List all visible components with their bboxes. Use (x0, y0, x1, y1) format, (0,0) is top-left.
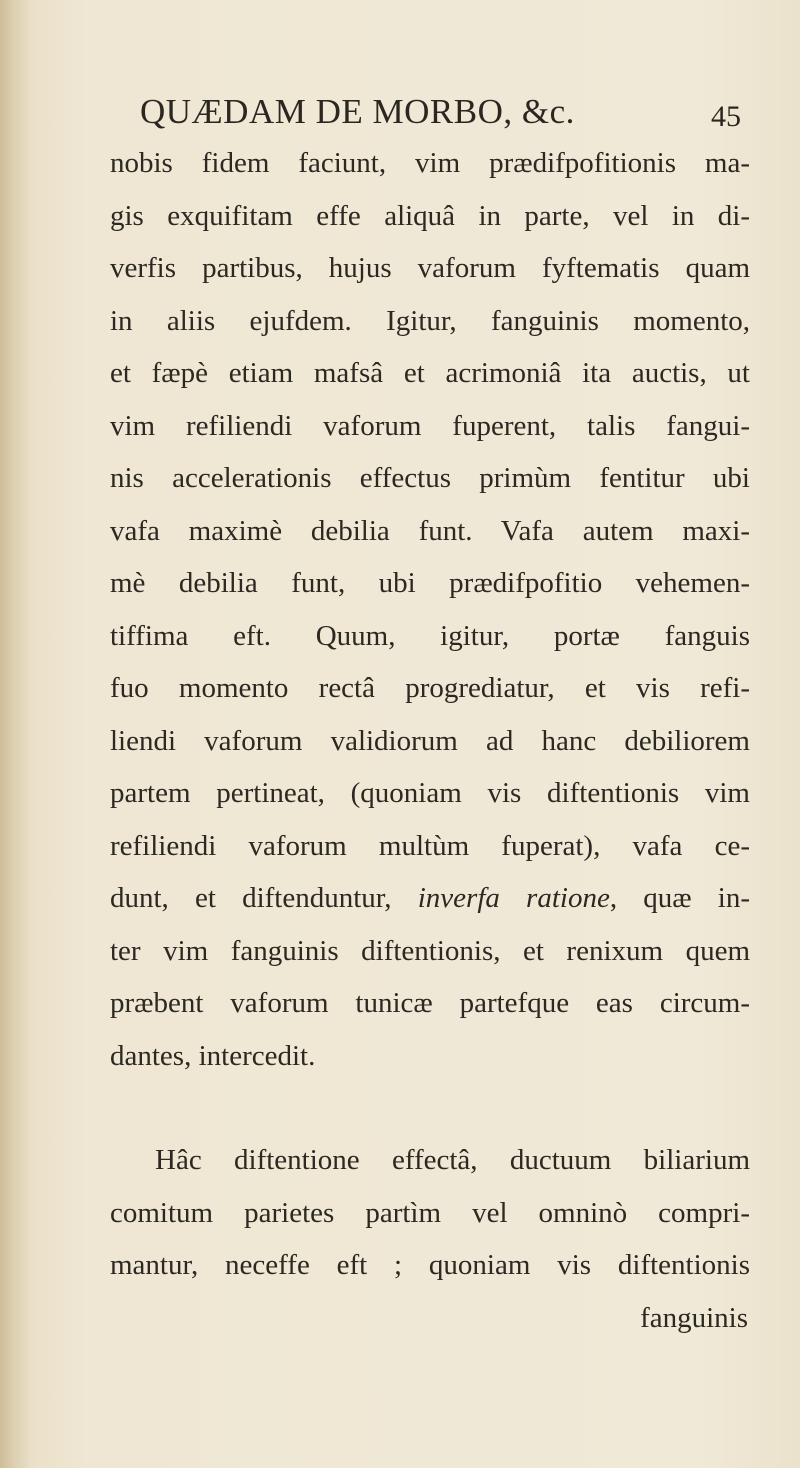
text-run: dunt, et diftenduntur, (110, 882, 418, 914)
text-line: in aliis ejufdem. Igitur, fanguinis momento, (110, 304, 750, 337)
text-line: partem pertineat, (quoniam vis diftentionis vim (110, 777, 750, 809)
paragraph-gap (110, 1082, 750, 1134)
text-line: dantes, intercedit. (110, 1039, 316, 1072)
text-line: Hâc diftentione effectâ, ductuum biliarium (155, 1144, 750, 1176)
text-line (110, 872, 750, 925)
text-line: fuo momento rectâ progrediatur, et vis refi- (110, 672, 750, 704)
text-line: nobis fidem faciunt, vim prædifpofitionis ma- (110, 147, 750, 179)
paragraph-2 (110, 1134, 750, 1292)
text-line: et fæpè etiam mafsâ et acrimoniâ ita auctis, ut (110, 357, 750, 389)
text-line: præbent vaforum tunicæ partefque eas circum- (110, 987, 750, 1019)
running-title: QUÆDAM DE MORBO, &c. (140, 92, 575, 131)
text-line: vim refiliendi vaforum fuperent, talis fangui- (110, 409, 750, 442)
text-line: gis exquifitam effe aliquâ in parte, vel in di- (110, 199, 750, 232)
text-line: verfis partibus, hujus vaforum fyftematis quam (110, 252, 750, 284)
text-line: liendi vaforum validiorum ad hanc debiliorem (110, 724, 750, 757)
text-line: tiffima eft. Quum, igitur, portæ fanguis (110, 619, 750, 652)
text-line: comitum parietes partìm vel omninò compri- (110, 1196, 750, 1229)
text-line: refiliendi vaforum multùm fuperat), vafa ce- (110, 829, 750, 862)
body-text (110, 137, 750, 1344)
page-gutter-shadow (0, 0, 30, 1468)
text-line: nis accelerationis effectus primùm fentitur ubi (110, 462, 750, 494)
page-number: 45 (711, 100, 741, 133)
text-run: , quæ in- (609, 882, 751, 914)
paragraph-1 (110, 137, 750, 1082)
page-header (0, 92, 800, 142)
text-line: mè debilia funt, ubi prædifpofitio vehemen- (110, 567, 750, 599)
text-line: ter vim fanguinis diftentionis, et renixum quem (110, 934, 750, 967)
catchword: fanguinis (640, 1301, 748, 1334)
text-line: vafa maximè debilia funt. Vafa autem maxi- (110, 514, 750, 547)
italic-phrase: inverfa ratione (417, 882, 610, 914)
text-line: mantur, neceffe eft ; quoniam vis diftentionis (110, 1249, 750, 1281)
